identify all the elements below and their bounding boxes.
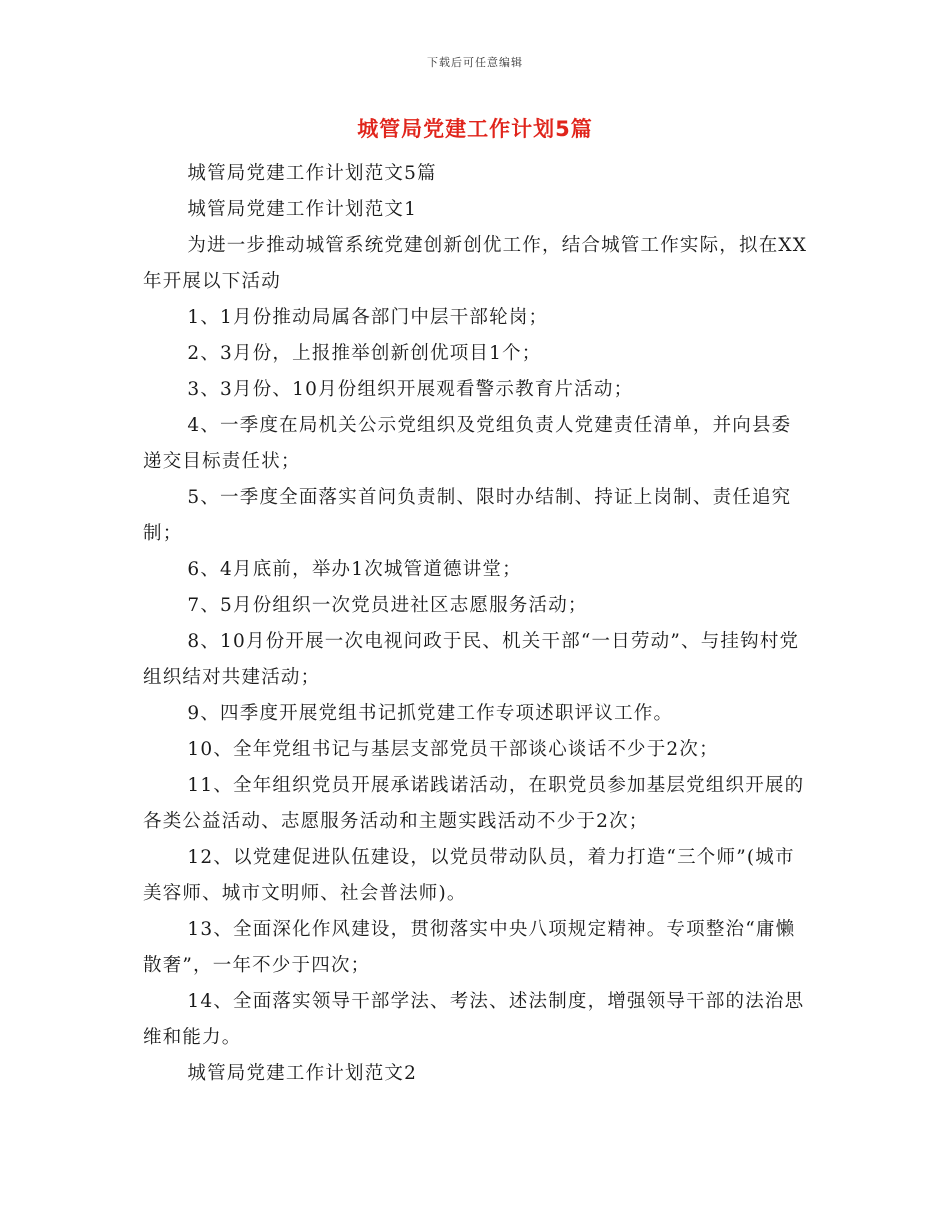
header-note: 下载后可任意编辑 bbox=[427, 56, 523, 69]
paragraph-section-heading: 城管局党建工作计划范文2 bbox=[187, 1063, 418, 1084]
paragraph-subtitle: 城管局党建工作计划范文5篇 bbox=[187, 163, 437, 184]
list-item: 14、全面落实领导干部学法、考法、述法制度，增强领导干部的法治思维和能力。 bbox=[143, 991, 805, 1048]
list-item: 6、4月底前，举办1次城管道德讲堂； bbox=[187, 559, 522, 580]
list-item: 3、3月份、10月份组织开展观看警示教育片活动； bbox=[187, 379, 634, 400]
list-item: 7、5月份组织一次党员进社区志愿服务活动； bbox=[187, 595, 588, 616]
paragraph-section-heading: 城管局党建工作计划范文1 bbox=[187, 199, 418, 220]
paragraph-intro: 为进一步推动城管系统党建创新创优工作，结合城管工作实际，拟在XX年开展以下活动 bbox=[143, 235, 808, 292]
list-item: 1、1月份推动局属各部门中层干部轮岗； bbox=[187, 307, 549, 328]
list-item: 4、一季度在局机关公示党组织及党组负责人党建责任清单，并向县委递交目标责任状； bbox=[143, 415, 792, 472]
list-item: 2、3月份，上报推举创新创优项目1个； bbox=[187, 343, 542, 364]
list-item: 9、四季度开展党组书记抓党建工作专项述职评议工作。 bbox=[187, 703, 674, 724]
list-item: 8、10月份开展一次电视问政于民、机关干部“一日劳动”、与挂钩村党组织结对共建活动； bbox=[143, 631, 800, 688]
list-item: 5、一季度全面落实首问负责制、限时办结制、持证上岗制、责任追究制； bbox=[143, 487, 792, 544]
list-item: 12、以党建促进队伍建设，以党员带动队员，着力打造“三个师”(城市美容师、城市文明师、社会普法师)。 bbox=[143, 847, 795, 904]
list-item: 13、全面深化作风建设，贯彻落实中央八项规定精神。专项整治“庸懒散奢”，一年不少于四次； bbox=[143, 919, 796, 976]
list-item: 11、全年组织党员开展承诺践诺活动，在职党员参加基层党组织开展的各类公益活动、志愿服务活动和主题实践活动不少于2次； bbox=[143, 775, 805, 832]
document-body bbox=[143, 156, 811, 1092]
list-item: 10、全年党组书记与基层支部党员干部谈心谈话不少于2次； bbox=[187, 739, 719, 760]
document-title: 城管局党建工作计划5篇 bbox=[357, 117, 593, 141]
